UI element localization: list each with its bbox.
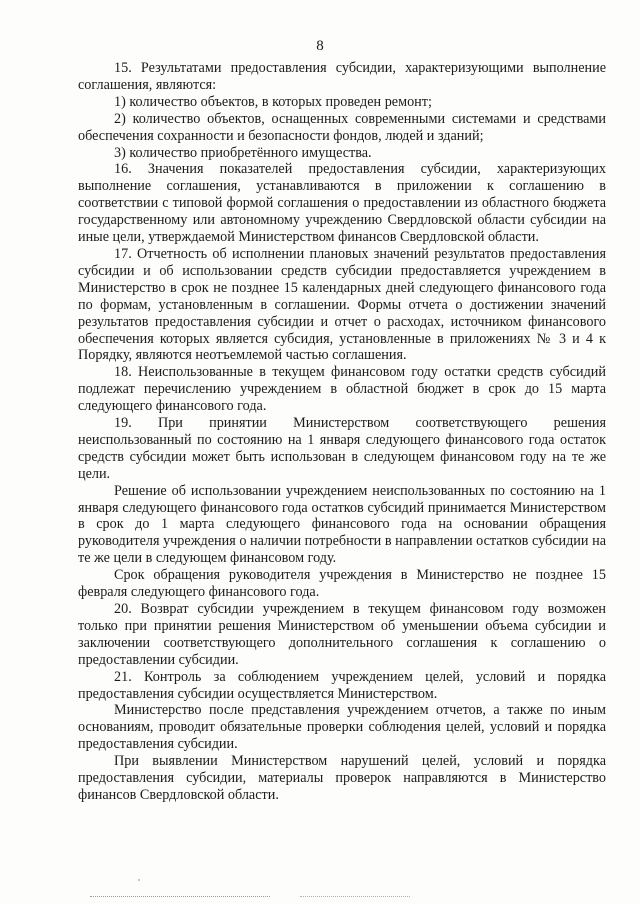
paragraph-15: 15. Результатами предоставления субсидии, характеризующими выполнение соглашения, являются:	[78, 60, 606, 93]
paragraph-19-decision: Решение об использовании учреждением неиспользованных по состоянию на 1 января следующего финансового года остатков субсидий принимается Министерством в срок до 1 марта следующего финансового года на основании обращения руководителя учреждения о наличии потребности в направлении остатков субсидии на те же цели в следующем финансовом году.	[78, 482, 606, 567]
scan-edge-line	[90, 896, 270, 897]
paragraph-19: 19. При принятии Министерством соответствующего решения неиспользованный по состоянию на 1 января следующего финансового года остаток средств субсидии может быть использован в следующем финансовом году на те же цели.	[78, 415, 606, 482]
paragraph-17: 17. Отчетность об исполнении плановых значений результатов предоставления субсидии и об использовании средств субсидии предоставляется учреждением в Министерство в срок не позднее 15 календарных дней следующего финансового года по формам, установленным в соглашении. Формы отчета о достижении значений результатов предоставления субсидии и отчет о расходах, источником финансового обеспечения которых является субсидия, установленные в приложениях № 3 и 4 к Порядку, являются неотъемлемой частью соглашения.	[78, 245, 606, 364]
paragraph-19-deadline: Срок обращения руководителя учреждения в Министерство не позднее 15 февраля следующего финансового года.	[78, 567, 606, 601]
paragraph-18: 18. Неиспользованные в текущем финансовом году остатки средств субсидий подлежат перечислению учреждением в областной бюджет в срок до 15 марта следующего финансового года.	[78, 364, 606, 415]
paragraph-16: 16. Значения показателей предоставления субсидии, характеризующих выполнение соглашения, устанавливаются в приложении к соглашению в соответствии с типовой формой соглашения о предоставлении из областного бюджета государственному или автономному учреждению Свердловской области субсидии на иные цели, утверждаемой Министерством финансов Свердловской области.	[78, 161, 606, 246]
paragraph-21-inspections: Министерство после представления учреждением отчетов, а также по иным основаниям, проводит обязательные проверки соблюдения целей, условий и порядка предоставления субсидии.	[78, 702, 606, 753]
paragraph-20: 20. Возврат субсидии учреждением в текущем финансовом году возможен только при принятии решения Министерством об уменьшении объема субсидии и заключении соответствующего дополнительного соглашения к соглашению о предоставлении субсидии.	[78, 601, 606, 668]
scan-speck	[138, 879, 140, 881]
list-item-3: 3) количество приобретённого имущества.	[114, 144, 372, 161]
paragraph-21-violations: При выявлении Министерством нарушений целей, условий и порядка предоставления субсидии, материалы проверок направляются в Министерство финансов Свердловской области.	[78, 753, 606, 803]
scan-edge-line	[300, 896, 410, 897]
document-body	[78, 60, 606, 804]
list-item-2: 2) количество объектов, оснащенных современными системами и средствами обеспечения сохранности и безопасности фондов, людей и зданий;	[78, 110, 606, 144]
page-number: 8	[316, 38, 324, 54]
paragraph-21: 21. Контроль за соблюдением учреждением целей, условий и порядка предоставления субсидии осуществляется Министерством.	[78, 668, 606, 702]
list-item-1: 1) количество объектов, в которых проведен ремонт;	[114, 93, 432, 110]
